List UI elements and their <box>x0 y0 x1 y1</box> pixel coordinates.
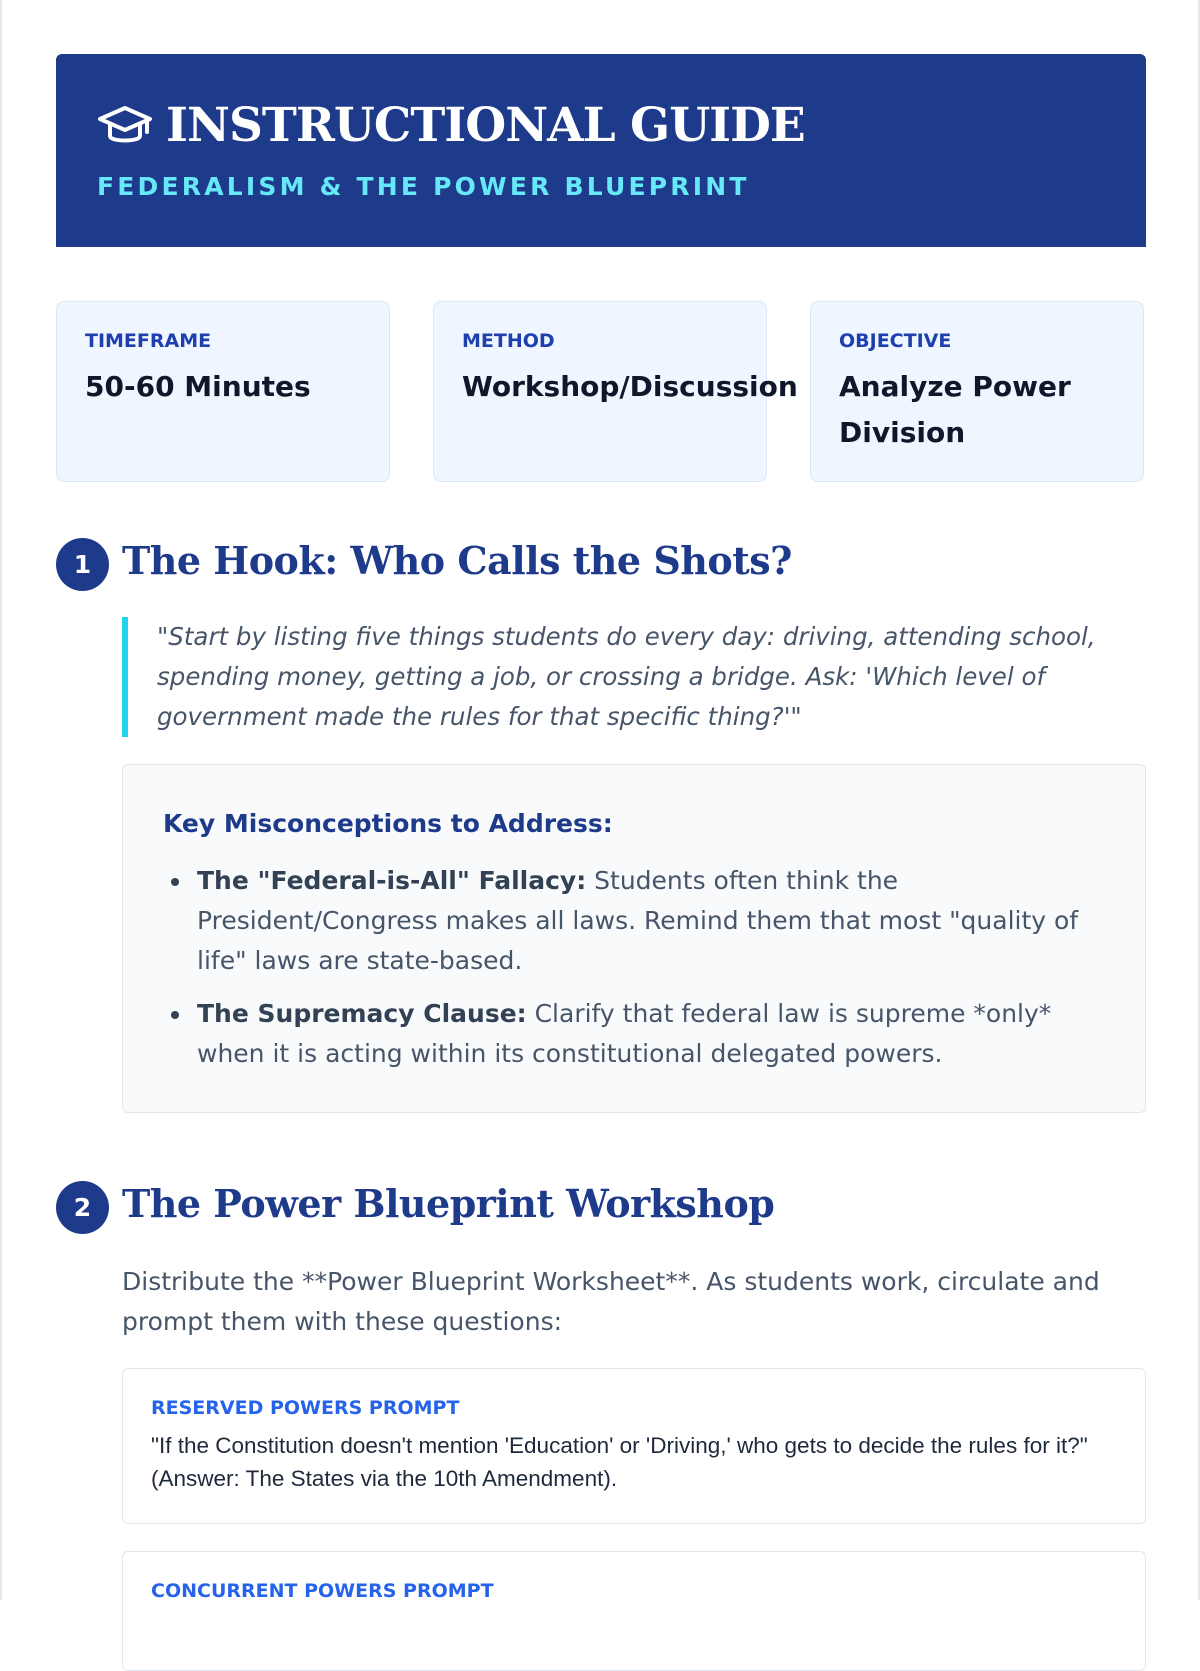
misconception-text: Clarify that federal law is supreme *only* when it is acting within its constitutional delegated powers. <box>197 999 1052 1068</box>
info-card-label: OBJECTIVE <box>839 330 952 352</box>
step-number-badge: 2 <box>56 1181 109 1234</box>
page-subtitle: FEDERALISM & THE POWER BLUEPRINT <box>97 172 750 201</box>
misconception-term: The "Federal-is-All" Fallacy: <box>197 866 587 895</box>
misconception-term: The Supremacy Clause: <box>197 999 527 1028</box>
misconceptions-list <box>163 861 1103 1087</box>
prompt-text: "If the Constitution doesn't mention 'Education' or 'Driving,' who gets to decide the rules for it?" (Answer: The States via the 10th Amendment). <box>151 1433 1088 1491</box>
prompt-card-concurrent <box>122 1551 1146 1671</box>
info-card-label: METHOD <box>462 330 555 352</box>
list-item <box>163 861 1103 981</box>
section-title: The Hook: Who Calls the Shots? <box>122 538 792 583</box>
misconceptions-box <box>122 764 1146 1113</box>
info-card-method <box>433 301 798 482</box>
bullet-icon <box>171 878 179 886</box>
hook-quote: "Start by listing five things students do every day: driving, attending school, spending money, getting a job, or crossing a bridge. Ask: 'Which level of government made the rules for that specific thing?'" <box>157 622 1096 731</box>
prompt-card-reserved <box>122 1368 1146 1524</box>
info-card-timeframe <box>56 301 390 482</box>
info-card-value: 50-60 Minutes <box>85 370 311 403</box>
graduation-cap-icon <box>98 104 152 148</box>
info-card-value: Analyze Power Division <box>839 370 1071 449</box>
header-title-row <box>98 98 805 154</box>
page-border-left <box>0 0 2 1600</box>
prompt-label: CONCURRENT POWERS PROMPT <box>151 1580 494 1602</box>
guide-header <box>56 54 1146 247</box>
step-number-badge: 1 <box>56 538 109 591</box>
page-title: INSTRUCTIONAL GUIDE <box>166 98 805 153</box>
list-item <box>163 994 1103 1074</box>
workshop-intro: Distribute the **Power Blueprint Worksheet**. As students work, circulate and prompt them with these questions: <box>122 1267 1100 1336</box>
misconception-text: Students often think the President/Congress makes all laws. Remind them that most "quality of life" laws are state-based. <box>197 866 1079 975</box>
prompt-label: RESERVED POWERS PROMPT <box>151 1397 460 1419</box>
info-card-value: Workshop/Discussion <box>462 370 798 403</box>
misconceptions-title: Key Misconceptions to Address: <box>163 809 613 838</box>
info-card-objective <box>810 301 1144 482</box>
info-card-label: TIMEFRAME <box>85 330 212 352</box>
quote-accent-bar <box>122 617 128 737</box>
bullet-icon <box>171 1011 179 1019</box>
section-title: The Power Blueprint Workshop <box>122 1181 775 1226</box>
